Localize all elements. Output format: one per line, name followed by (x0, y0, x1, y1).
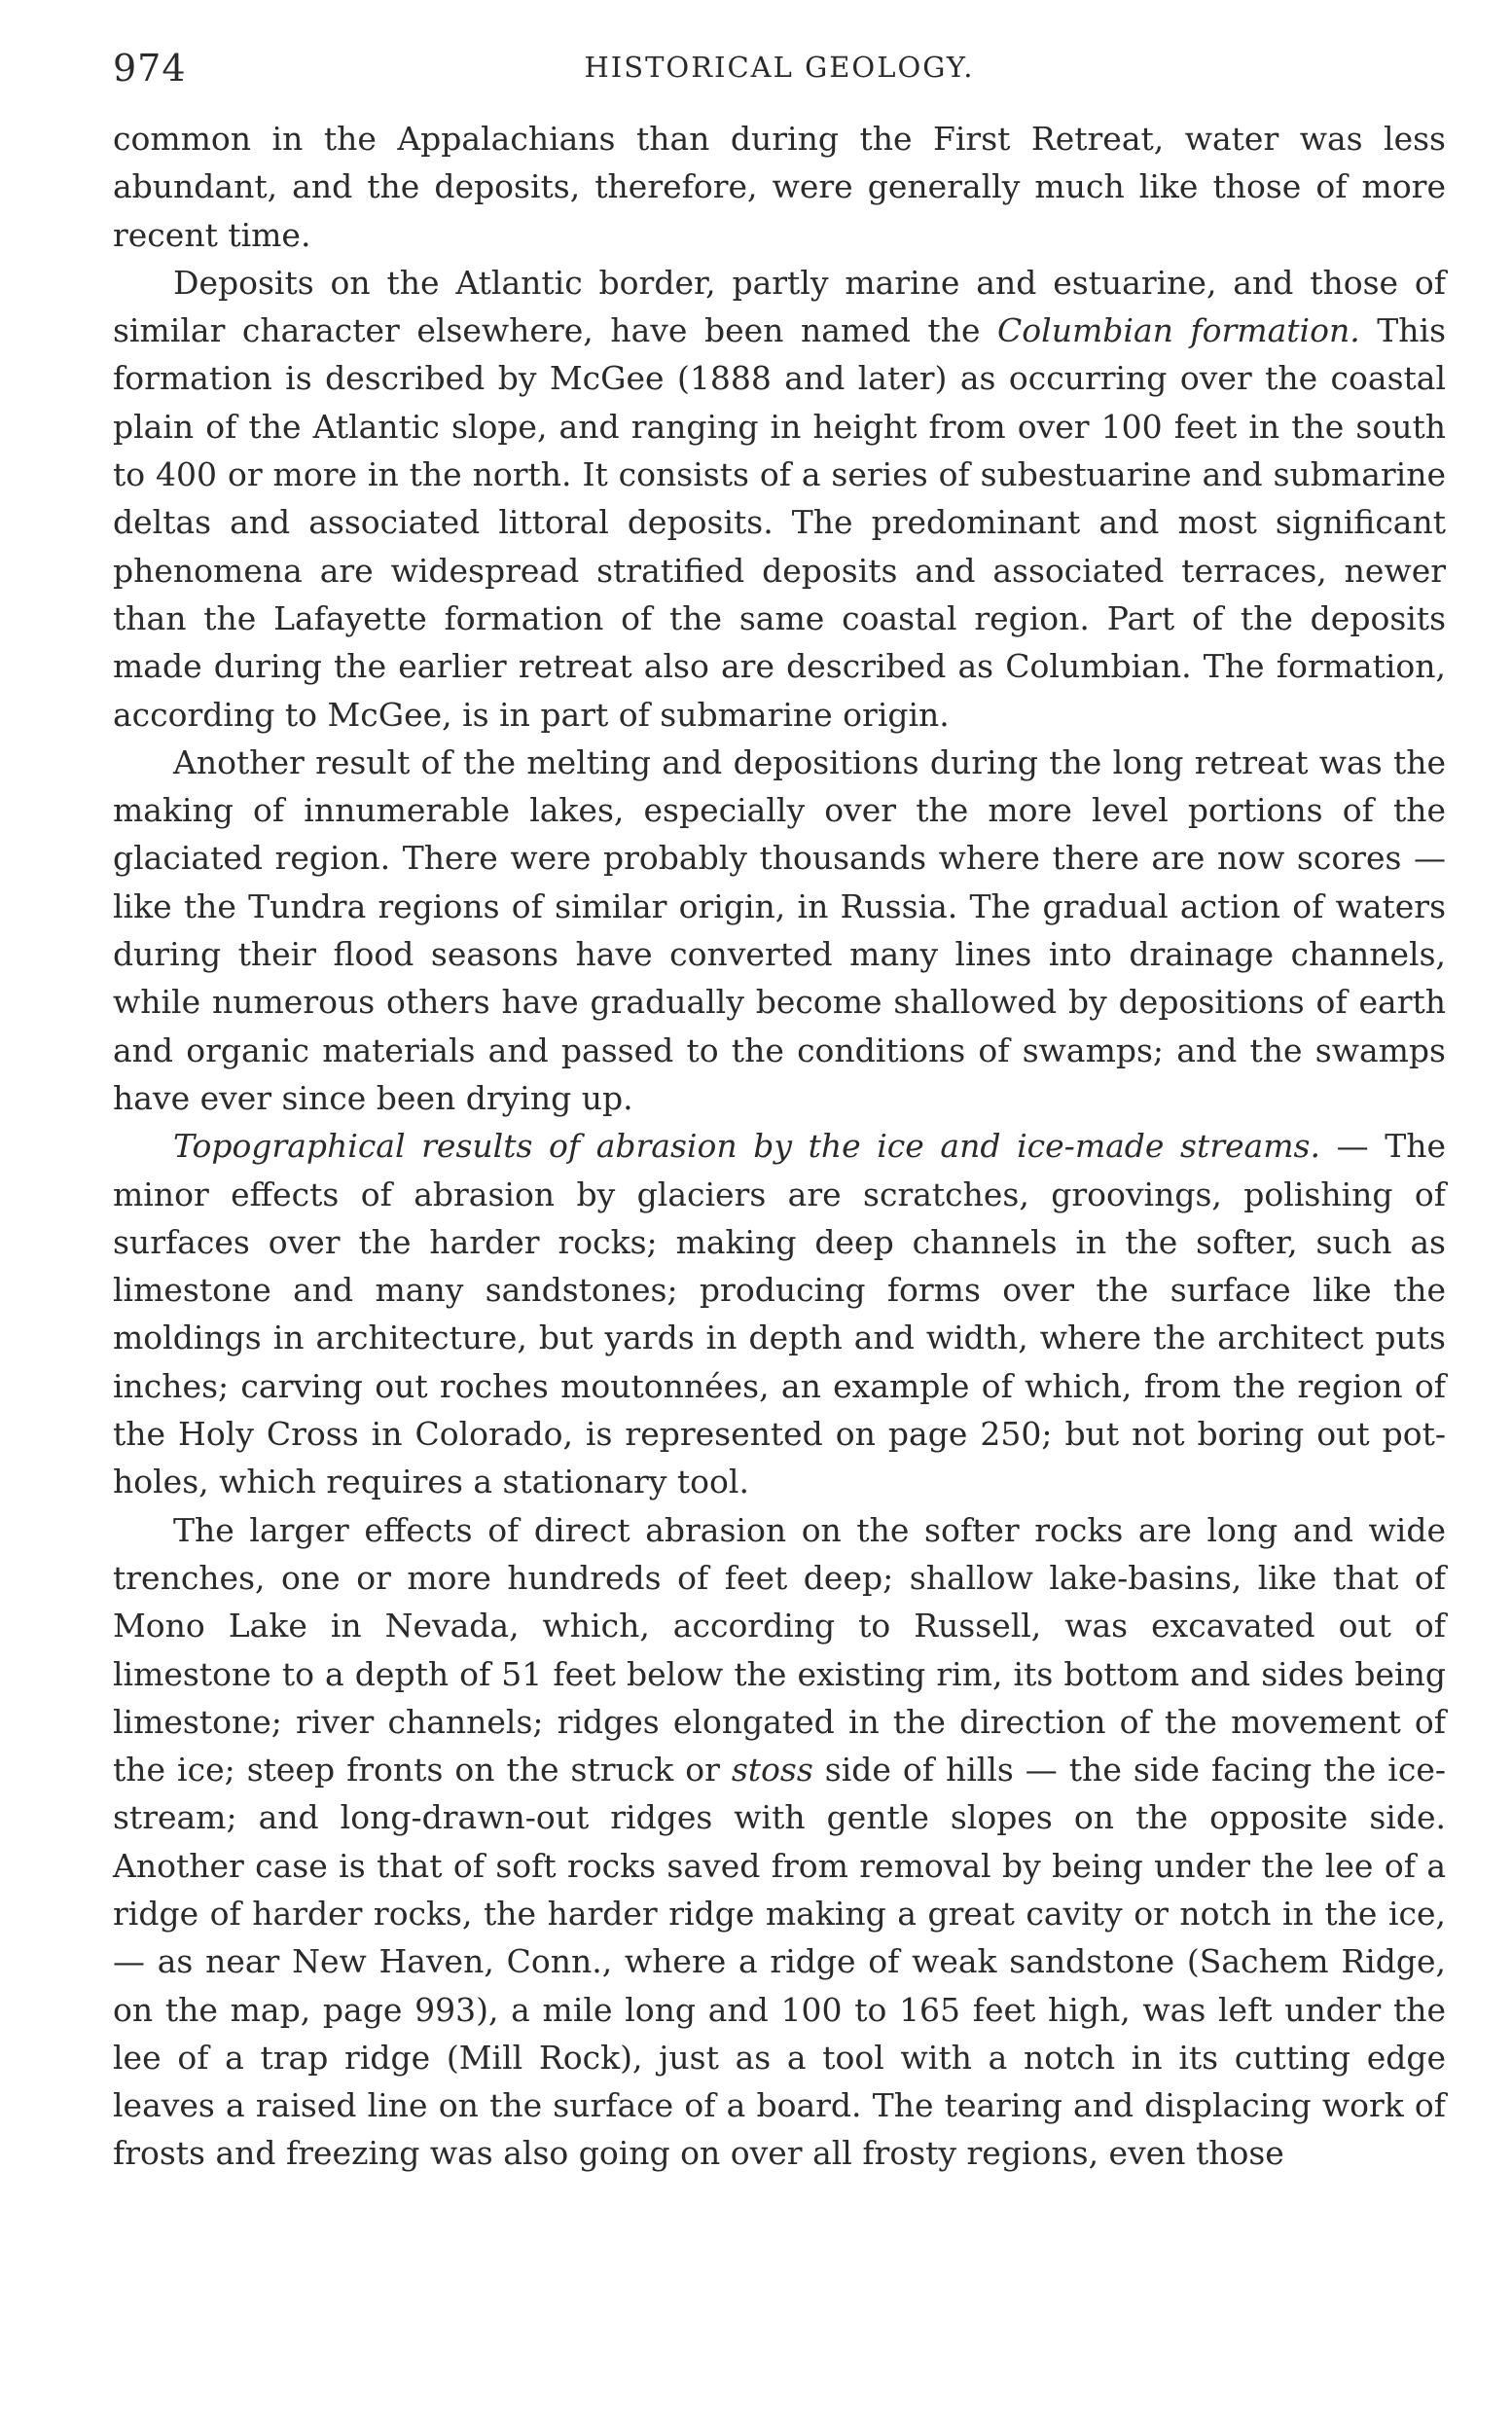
page-number: 974 (113, 47, 187, 90)
paragraph-5 (113, 1506, 1446, 2178)
section-heading: Topographical results of abrasion by the ice and ice-made streams. (173, 1127, 1320, 1166)
paragraph-3 (113, 739, 1446, 1122)
paragraph-5-text-a: The larger effects of direct abrasion on the softer rocks are long and wide trenches, one or more hundreds of feet deep; shallow lake-basins, like that of Mono Lake in Nevada, which, according to Russell, was excavated out of limestone to a depth of 51 feet below the existing rim, its bottom and sides being limestone; river channels; ridges elongated in the direction of the movement of the ice; steep fronts on the struck or (113, 1510, 1446, 1789)
page-header (113, 39, 1446, 97)
body-text (113, 115, 1446, 2178)
paragraph-5-text-b: side of hills — the side facing the ice-stream; and long-drawn-out ridges with gentle slopes on the opposite side. Another case is that of soft rocks saved from removal by being under the lee of a ridge of harder rocks, the harder ridge making a great cavity or notch in the ice, — as near New Haven, Conn., where a ridge of weak sandstone (Sachem Ridge, on the map, page 993), a mile long and 100 to 165 feet high, was left under the lee of a trap ridge (Mill Rock), just as a tool with a notch in its cutting edge leaves a raised line on the surface of a board. The tearing and displacing work of frosts and freezing was also going on over all frosty regions, even those (113, 1751, 1447, 2173)
paragraph-3-text: Another result of the melting and depositions during the long retreat was the making of innumerable lakes, especially over the more level portions of the glaciated region. There were probably thousands where there are now scores — like the Tundra regions of similar origin, in Russia. The gradual action of waters during their flood seasons have converted many lines into drainage channels, while numerous others have gradually become shallowed by depositions of earth and organic materials and passed to the conditions of swamps; and the swamps have ever since been drying up. (113, 742, 1446, 1117)
paragraph-1-text: common in the Appalachians than during the First Retreat, water was less abundant, and the deposits, therefore, were generally much like those of more recent time. (113, 120, 1446, 254)
book-page (113, 39, 1446, 2178)
stoss-term: stoss (731, 1751, 813, 1789)
paragraph-4 (113, 1122, 1446, 1505)
paragraph-1 (113, 115, 1446, 259)
paragraph-2-text-b: This formation is described by McGee (1888 and later) as occurring over the coastal plain of the Atlantic slope, and ranging in height from over 100 feet in the south to 400 or more in the north. It consists of a series of subestuarine and submarine deltas and associated littoral deposits. The predominant and most significant phenomena are widespread stratified deposits and associated terraces, newer than the Lafayette formation of the same coastal region. Part of the deposits made during the earlier retreat also are described as Columbian. The formation, according to McGee, is in part of submarine origin. (113, 311, 1447, 734)
paragraph-4-text: — The minor effects of abrasion by glaciers are scratches, groovings, polishing of surfaces over the harder rocks; making deep channels in the softer, such as limestone and many sandstones; producing forms over the surface like the moldings in architecture, but yards in depth and width, where the architect puts inches; carving out roches moutonnées, an example of which, from the region of the Holy Cross in Colorado, is represented on page 250; but not boring out pot-holes, which requires a stationary tool. (113, 1127, 1446, 1501)
formation-name: Columbian formation. (997, 311, 1360, 350)
paragraph-2 (113, 259, 1446, 739)
paragraph-2-text-a: Deposits on the Atlantic border, partly marine and estuarine, and those of similar character elsewhere, have been named the (113, 263, 1446, 350)
running-head: HISTORICAL GEOLOGY. (584, 51, 975, 84)
